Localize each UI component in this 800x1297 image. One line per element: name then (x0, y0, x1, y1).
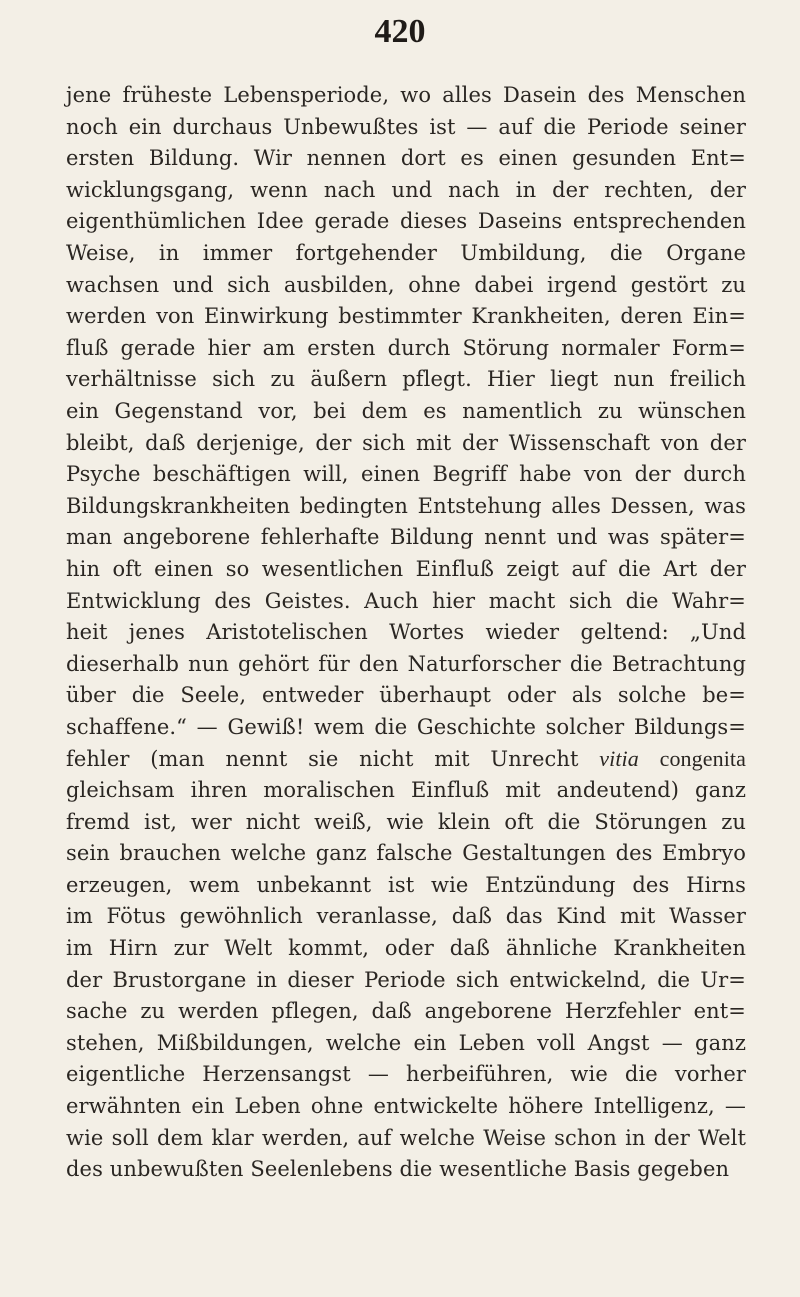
text-line: Bildungskrankheiten bedingten Entstehung alles Dessen, was (66, 493, 746, 518)
text-line: Psyche beschäftigen will, einen Begriff habe von der durch (66, 462, 746, 487)
text-line: man angeborene fehlerhafte Bildung nennt und was später= (66, 525, 746, 550)
text-line: jene früheste Lebensperiode, wo alles Dasein des Menschen (66, 83, 746, 107)
text-line: fluß gerade hier am ersten durch Störung normaler Form= (66, 335, 746, 360)
text-line-with-latin (66, 743, 746, 775)
text-line: sein brauchen welche ganz falsche Gestaltungen des Embryo (66, 841, 746, 866)
text-line: sache zu werden pflegen, daß angeborene Herzfehler ent= (66, 999, 746, 1024)
body-text (66, 80, 746, 1186)
text-line: erwähnten ein Leben ohne entwickelte höhere Intelligenz, — (66, 1094, 746, 1118)
text-line: heit jenes Aristotelischen Wortes wieder geltend: „Und (66, 620, 746, 645)
text-line: stehen, Mißbildungen, welche ein Leben voll Angst — ganz (66, 1030, 746, 1055)
text-line: des unbewußten Seelenlebens die wesentliche Basis gegeben (66, 1157, 730, 1182)
latin-term-congenita: congenita (659, 746, 747, 772)
text-line: im Hirn zur Welt kommt, oder daß ähnliche Krankheiten (66, 936, 746, 961)
text-line: über die Seele, entweder überhaupt oder als solche be= (66, 683, 746, 708)
text-line: wachsen und sich ausbilden, ohne dabei irgend gestört zu (66, 272, 746, 297)
text-line: werden von Einwirkung bestimmter Krankheiten, deren Ein= (66, 304, 746, 329)
text-line: eigentliche Herzensangst — herbeiführen, wie die vorher (66, 1062, 746, 1087)
latin-term-vitia: vitia (599, 746, 639, 772)
text-line: der Brustorgane in dieser Periode sich entwickelnd, die Ur= (66, 967, 746, 992)
text-line: erzeugen, wem unbekannt ist wie Entzündung des Hirns (66, 872, 746, 897)
text-line: hin oft einen so wesentlichen Einfluß zeigt auf die Art der (66, 556, 746, 581)
text-line: eigenthümlichen Idee gerade dieses Daseins entsprechenden (66, 209, 746, 234)
text-line: noch ein durchaus Unbewußtes ist — auf die Periode seiner (66, 114, 746, 139)
text-line: wicklungsgang, wenn nach und nach in der rechten, der (66, 177, 746, 202)
text-line: schaffene.“ — Gewiß! wem die Geschichte solcher Bildungs= (66, 714, 746, 739)
text-line-segment: fehler (man nennt sie nicht mit Unrecht (66, 747, 579, 772)
text-line: ersten Bildung. Wir nennen dort es einen gesunden Ent= (66, 146, 746, 171)
text-line: wie soll dem klar werden, auf welche Weise schon in der Welt (66, 1125, 746, 1150)
text-line: dieserhalb nun gehört für den Naturforscher die Betrachtung (66, 651, 746, 676)
text-line: Entwicklung des Geistes. Auch hier macht sich die Wahr= (66, 588, 746, 613)
text-line: ein Gegenstand vor, bei dem es namentlich zu wünschen (66, 398, 746, 423)
text-line: gleichsam ihren moralischen Einfluß mit andeutend) ganz (66, 778, 746, 803)
page-number: 420 (374, 13, 426, 50)
text-line: fremd ist, wer nicht weiß, wie klein oft die Störungen zu (66, 809, 746, 834)
text-line: bleibt, daß derjenige, der sich mit der Wissenschaft von der (66, 430, 746, 455)
text-line: im Fötus gewöhnlich veranlasse, daß das Kind mit Wasser (66, 904, 746, 929)
text-line: Weise, in immer fortgehender Umbildung, die Organe (66, 240, 746, 265)
text-line: verhältnisse sich zu äußern pflegt. Hier liegt nun freilich (66, 367, 746, 392)
